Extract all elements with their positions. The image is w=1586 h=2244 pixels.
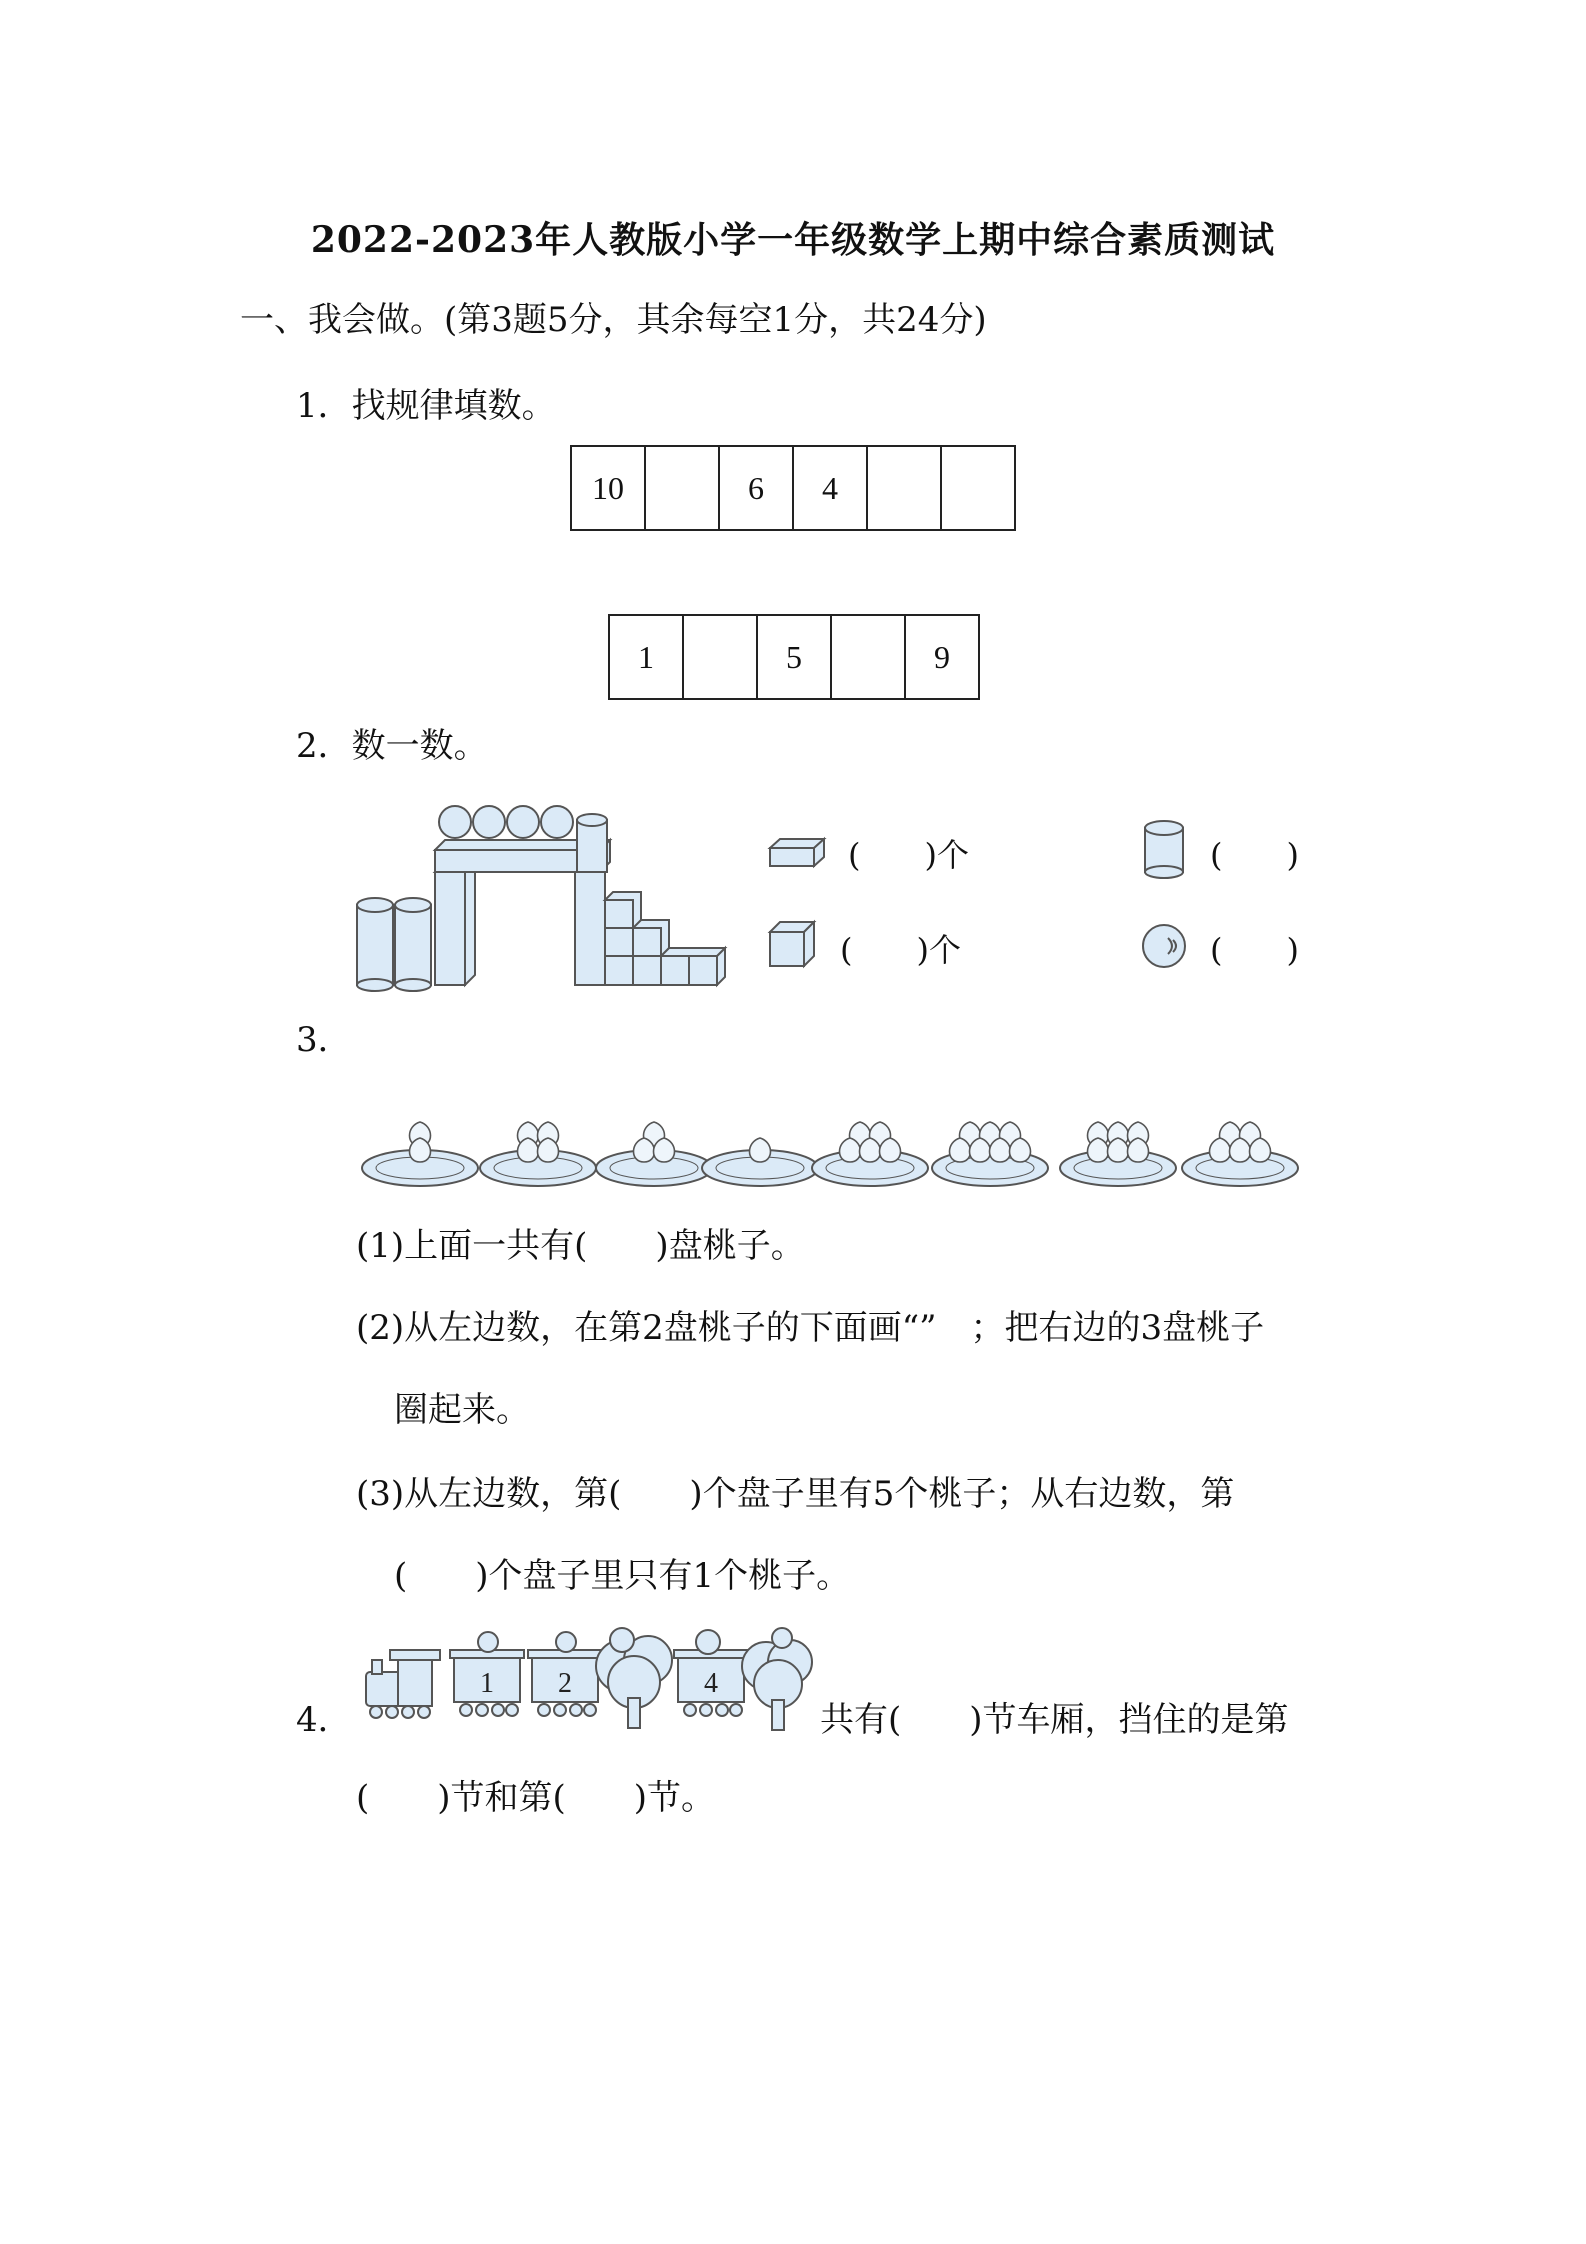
peach-plate [812, 1122, 928, 1186]
train-figure [362, 1620, 814, 1740]
peach-icon [880, 1138, 901, 1162]
sequence-table-1 [570, 445, 1016, 531]
page-title: 2022-2023年人教版小学一年级数学上期中综合素质测试 [310, 219, 1276, 261]
question-2-label: 2．数一数。 [296, 726, 488, 766]
peach-icon [1108, 1138, 1129, 1162]
peach-icon [1010, 1138, 1031, 1162]
sequence-cell: 6 [719, 446, 793, 530]
block-structure-figure [355, 800, 735, 990]
question-4-text-cont: ( )节和第( )节。 [356, 1778, 716, 1818]
peach-icon [518, 1138, 539, 1162]
peach-plate [932, 1122, 1048, 1186]
peach-plate [1182, 1122, 1298, 1186]
peach-icon [654, 1138, 675, 1162]
peach-icon [840, 1138, 861, 1162]
train-car-number: 2 [558, 1668, 572, 1699]
question-4-label: 4． [296, 1700, 352, 1740]
sequence-cell: 10 [571, 446, 645, 530]
sequence-blank-cell[interactable] [645, 446, 719, 530]
train-car-number: 4 [704, 1668, 718, 1699]
peach-icon [1128, 1138, 1149, 1162]
peach-plate [362, 1122, 478, 1186]
peach-icon [1210, 1138, 1231, 1162]
sequence-cell: 5 [757, 615, 831, 699]
cuboid-icon [768, 836, 828, 872]
peach-icon [538, 1138, 559, 1162]
question-4-text: 共有( )节车厢，挡住的是第 [820, 1700, 1289, 1740]
sequence-cell: 9 [905, 615, 979, 699]
peach-plate [1060, 1122, 1176, 1186]
question-3-part-3-cont: ( )个盘子里只有1个桃子。 [394, 1556, 851, 1596]
sphere-icon [1140, 922, 1188, 970]
question-1-label: 1．找规律填数。 [296, 386, 556, 426]
peach-plate [596, 1122, 712, 1186]
peach-icon [1230, 1138, 1251, 1162]
sequence-blank-cell[interactable] [683, 615, 757, 699]
question-3-part-3: (3)从左边数，第( )个盘子里有5个桃子；从右边数，第 [356, 1474, 1235, 1514]
sequence-cell: 4 [793, 446, 867, 530]
train-car-number: 1 [480, 1668, 494, 1699]
peach-icon [1088, 1138, 1109, 1162]
peach-plates-figure [340, 1090, 1320, 1200]
question-3-part-1: (1)上面一共有( )盘桃子。 [356, 1226, 805, 1266]
peach-icon [860, 1138, 881, 1162]
peach-icon [634, 1138, 655, 1162]
peach-icon [970, 1138, 991, 1162]
sequence-blank-cell[interactable] [941, 446, 1015, 530]
question-3-part-2-cont: 圈起来。 [394, 1390, 530, 1430]
section-heading: 一、我会做。(第3题5分，其余每空1分，共24分) [240, 300, 987, 340]
peach-icon [750, 1138, 771, 1162]
sequence-blank-cell[interactable] [867, 446, 941, 530]
peach-icon [990, 1138, 1011, 1162]
cuboid-count-blank[interactable]: ( )个 [848, 836, 969, 874]
cylinder-count-blank[interactable]: ( ) [1210, 836, 1299, 874]
question-3-label: 3． [296, 1020, 352, 1060]
peach-icon [410, 1138, 431, 1162]
sphere-count-blank[interactable]: ( ) [1210, 931, 1299, 969]
sequence-cell: 1 [609, 615, 683, 699]
peach-plate [702, 1138, 818, 1186]
question-3-part-2: (2)从左边数，在第2盘桃子的下面画“” ；把右边的3盘桃子 [356, 1308, 1265, 1348]
cube-count-blank[interactable]: ( )个 [840, 931, 961, 969]
sequence-blank-cell[interactable] [831, 615, 905, 699]
cylinder-icon [1142, 820, 1188, 880]
peach-icon [950, 1138, 971, 1162]
cube-icon [768, 920, 818, 968]
peach-plate [480, 1122, 596, 1186]
sequence-table-2 [608, 614, 980, 700]
peach-icon [1250, 1138, 1271, 1162]
